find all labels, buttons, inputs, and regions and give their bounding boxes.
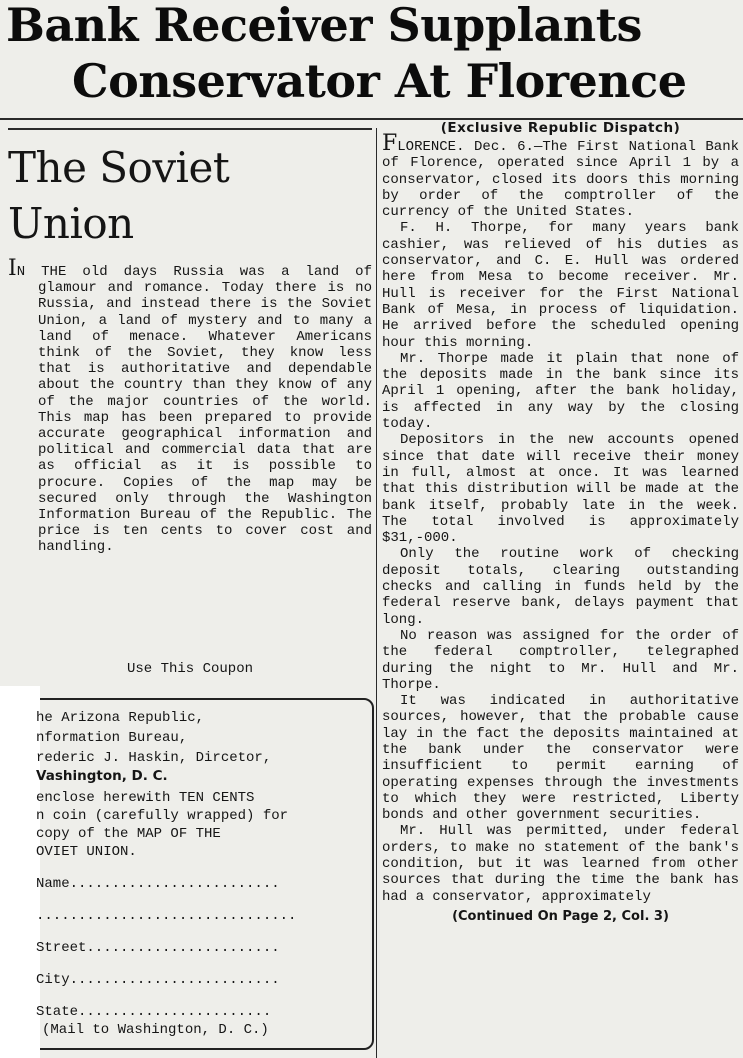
article-column <box>382 120 739 924</box>
coupon-name-field[interactable]: Name......................... <box>36 876 280 892</box>
soviet-title-line-1: The Soviet <box>8 143 230 192</box>
column-divider <box>376 128 377 1058</box>
torn-edge <box>0 686 40 1058</box>
coupon-address-4: Vashington, D. C. <box>36 768 168 784</box>
coupon-address-3: rederic J. Haskin, Dircetor, <box>36 750 272 766</box>
column-rule-left-top <box>8 128 372 130</box>
soviet-union-column <box>8 140 372 556</box>
dispatch-line: (Exclusive Republic Dispatch) <box>440 120 681 136</box>
soviet-title-line-2: Union <box>8 199 134 248</box>
soviet-body <box>8 256 372 556</box>
coupon-blank-field[interactable]: ............................... <box>36 908 297 924</box>
article-paragraph-6: No reason was assigned for the order of the federal comptroller, telegraphed during the night to Mr. Hull and Mr. Thorpe. <box>382 627 739 693</box>
article-paragraph-5: Only the routine work of checking deposit totals, clearing outstanding checks and calling in funds held by the federal reserve bank, delays payment that long. <box>382 546 739 628</box>
coupon-text-2: n coin (carefully wrapped) for <box>36 808 289 824</box>
coupon-intro: Use This Coupon <box>126 661 254 677</box>
coupon-address-1: he Arizona Republic, <box>36 710 205 726</box>
soviet-dropcap: I <box>8 256 17 281</box>
article-paragraph-1-text: LORENCE. Dec. 6.—The First National Bank of Florence, operated since April 1 by a conservator, closed its doors this morning by order of the comptroller of the currency of the United States. <box>382 139 739 221</box>
article-paragraph-8: Mr. Hull was permitted, under federal orders, to make no statement of the bank's condition, but it was learned from other sources that during the time the bank has had a conservator, approximately <box>382 823 739 905</box>
coupon-address-2: nformation Bureau, <box>36 730 188 746</box>
continued-notice[interactable]: (Continued On Page 2, Col. 3) <box>452 908 669 924</box>
article-paragraph-4: Depositors in the new accounts opened since that date will receive their money in full, almost at once. It was learned that this distribution will be made at the bank itself, probably late in the week. The total involved is approximately $31,-000. <box>382 432 739 547</box>
coupon-city-field[interactable]: City......................... <box>36 972 280 988</box>
soviet-body-text: N THE old days Russia was a land of glamour and romance. Today there is no Russia, and instead there is the Soviet Union, a land of mystery and to many a land of menace. Whatever Americans think of the Soviet, they know less that is authoritative and dependable about the country than they know of any of the major countries of the world. This map has been prepared to provide accurate geographical information and political and commercial data that are as official as it is possible to procure. Copies of the map may be secured only through the Washington Information Bureau of the Republic. The price is ten cents to cover cost and handling. <box>16 264 372 556</box>
article-paragraph-3: Mr. Thorpe made it plain that none of the deposits made in the bank since its April 1 opening, after the bank holiday, is affected in any way by the closing today. <box>382 350 739 433</box>
coupon-street-field[interactable]: Street....................... <box>36 940 280 956</box>
coupon-text-4: OVIET UNION. <box>36 844 137 860</box>
coupon-text-3: copy of the MAP OF THE <box>36 826 221 842</box>
article-paragraph-2: F. H. Thorpe, for many years bank cashier, was relieved of his duties as conservator, and C. E. Hull was ordered here from Mesa to become receiver. Mr. Hull is receiver for the First National Bank of Mesa, in process of liquidation. He arrived before the scheduled opening hour this morning. <box>382 220 739 351</box>
article-paragraph-1 <box>382 131 739 221</box>
coupon-state-field[interactable]: State....................... <box>36 1004 272 1020</box>
coupon-footer: (Mail to Washington, D. C.) <box>42 1022 269 1038</box>
headline-line-2: Conservator At Florence <box>72 54 687 108</box>
article-paragraph-7: It was indicated in authoritative sources, however, that the probable cause lay in the fact the deposits maintained at the bank under the conservator were insufficient to permit earning of operating expenses through the investments to which they were restricted, Liberty bonds and other government securities. <box>382 693 739 824</box>
article-dropcap: F <box>382 131 398 156</box>
coupon-text-1: enclose herewith TEN CENTS <box>36 790 255 806</box>
headline-line-1: Bank Receiver Supplants <box>6 0 642 52</box>
